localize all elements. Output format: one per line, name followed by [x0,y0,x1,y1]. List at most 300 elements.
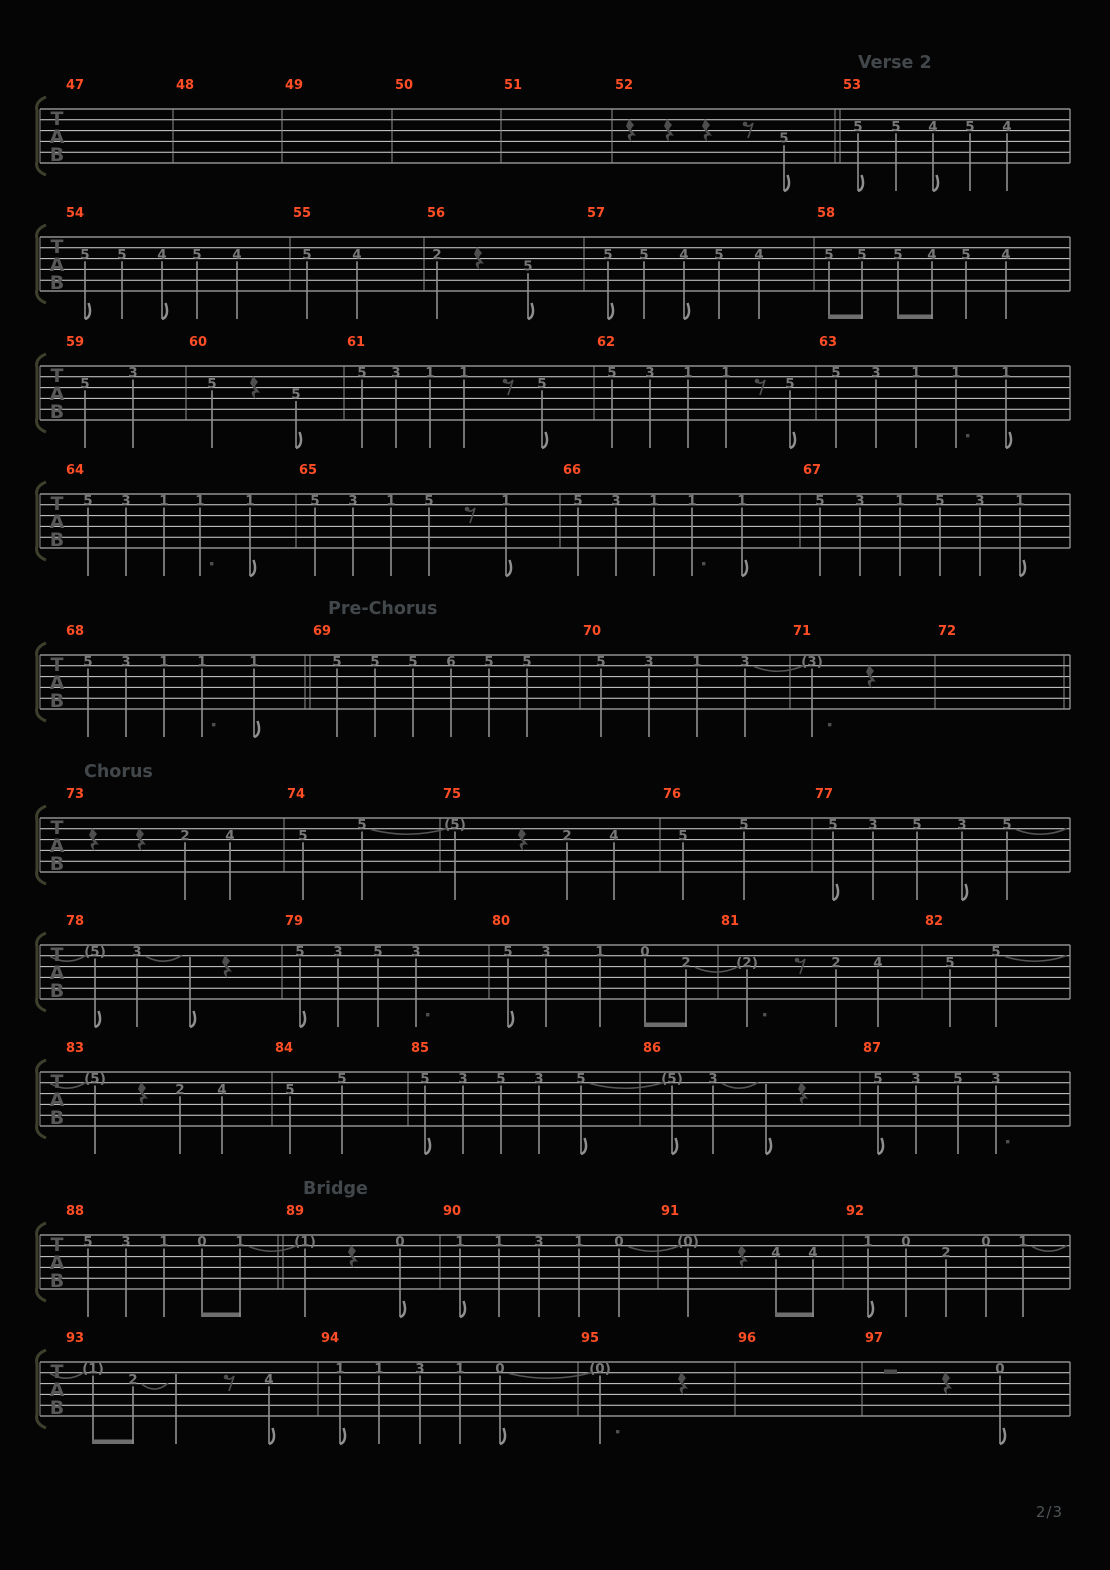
tie [146,955,182,961]
fret-number: 1 [501,492,511,509]
measure-number: 56 [427,206,446,221]
measure-number: 53 [843,78,862,93]
measure-number: 83 [66,1041,85,1056]
clef-letter: B [49,1107,65,1129]
system-4 [37,463,1070,576]
fret-number: 1 [455,1233,465,1250]
fret-number: 4 [1001,246,1011,263]
tie [142,1383,168,1389]
fret-number: 1 [649,492,659,509]
fret-number: (2) [736,954,758,971]
measure-number: 95 [581,1331,600,1346]
fret-number: 5 [857,246,867,263]
system-6 [37,762,1070,900]
fret-number: 1 [595,943,605,960]
fret-number: 5 [991,943,1001,960]
measure-number: 59 [66,335,85,350]
fret-number: 4 [352,246,362,263]
clef-letter: A [49,126,65,148]
measure-92 [843,1204,1028,1317]
augmentation-dot [828,723,831,726]
clef-letter: A [49,1089,65,1111]
section-label: Verse 2 [858,53,932,73]
measure-62 [594,335,795,448]
fret-number: 4 [927,246,937,263]
fret-number: 2 [180,827,190,844]
tie [1032,1245,1067,1251]
fret-number: 5 [83,492,93,509]
fret-number: (3) [801,653,823,670]
clef-letter: B [49,1270,65,1292]
fret-number: 5 [408,653,418,670]
measure-61 [344,335,547,448]
measure-74 [284,787,367,900]
fret-number: 1 [1018,1233,1028,1250]
measure-number: 94 [321,1331,340,1346]
fret-number: 4 [754,246,764,263]
measure-number: 97 [865,1331,884,1346]
measure-number: 80 [492,914,511,929]
fret-number: 5 [873,1070,883,1087]
measure-96 [735,1331,756,1416]
measure-number: 60 [189,335,208,350]
measure-number: 88 [66,1204,85,1219]
clef-letter: B [49,144,65,166]
fret-number: 1 [195,492,205,509]
fret-number: 1 [455,1360,465,1377]
measure-number: 89 [286,1204,305,1219]
fret-number: 5 [537,375,547,392]
fret-number: 5 [678,827,688,844]
clef-letter: B [49,529,65,551]
fret-number: 3 [121,653,131,670]
measure-number: 96 [738,1331,757,1346]
measure-52 [612,78,789,191]
fret-number: 1 [895,492,905,509]
measure-number: 65 [299,463,318,478]
measure-91 [658,1204,818,1317]
fret-number: 5 [1002,816,1012,833]
clef-letter: A [49,672,65,694]
augmentation-dot [210,562,213,565]
fret-number: 2 [681,954,691,971]
fret-number: 5 [853,118,863,135]
fret-number: 3 [911,1070,921,1087]
augmentation-dot [1006,1140,1009,1143]
fret-number: (5) [444,816,466,833]
fret-number: 5 [83,1233,93,1250]
system-1 [37,53,1070,191]
beam [92,1440,134,1445]
measure-88 [40,1204,245,1317]
section-label: Pre-Chorus [328,599,438,619]
fret-number: 3 [708,1070,718,1087]
measure-number: 79 [285,914,304,929]
measure-80 [489,914,691,1027]
clef-letter: T [50,1234,64,1256]
fret-number: 3 [541,943,551,960]
fret-number: 3 [534,1233,544,1250]
measure-number: 47 [66,78,85,93]
fret-number: 2 [831,954,841,971]
measure-97 [862,1331,1005,1444]
fret-number: 5 [785,375,795,392]
fret-number: 5 [424,492,434,509]
fret-number: 2 [941,1244,951,1261]
half-rest [884,1370,897,1375]
fret-number: 0 [614,1233,624,1250]
fret-number: 1 [159,492,169,509]
fret-number: 5 [953,1070,963,1087]
fret-number: 5 [496,1070,506,1087]
measure-number: 76 [663,787,682,802]
measure-69 [305,624,532,737]
clef-letter: T [50,236,64,258]
fret-number: 0 [995,1360,1005,1377]
fret-number: (5) [84,1070,106,1087]
clef-letter: B [49,690,65,712]
fret-number: 3 [132,943,142,960]
measure-number: 74 [287,787,306,802]
clef-letter: B [49,980,65,1002]
measure-number: 82 [925,914,944,929]
fret-number: 5 [596,653,606,670]
fret-number: 5 [893,246,903,263]
measure-49 [282,78,303,163]
measure-68 [40,624,259,737]
fret-number: 5 [373,943,383,960]
measure-64 [40,463,255,576]
fret-number: 5 [573,492,583,509]
fret-number: 5 [891,118,901,135]
tie [628,1245,680,1251]
measure-number: 72 [938,624,957,639]
beam [775,1313,814,1318]
measure-73 [40,787,235,900]
measure-number: 71 [793,624,812,639]
fret-number: 5 [207,375,217,392]
measure-78 [40,914,232,1027]
measure-number: 84 [275,1041,294,1056]
measure-76 [660,787,749,900]
system-2 [37,206,1070,319]
fret-number: 6 [446,653,456,670]
fret-number: 2 [562,827,572,844]
fret-number: 5 [523,258,533,275]
fret-number: 3 [740,653,750,670]
fret-number: 3 [391,364,401,381]
fret-number: 3 [855,492,865,509]
measure-57 [584,206,764,319]
fret-number: 0 [640,943,650,960]
measure-number: 54 [66,206,85,221]
measure-86 [640,1041,808,1154]
fret-number: 1 [197,653,207,670]
measure-65 [296,463,511,576]
fret-number: 1 [235,1233,245,1250]
fret-number: 4 [609,827,619,844]
measure-95 [578,1331,688,1444]
measure-66 [560,463,747,576]
clef-letter: T [50,1071,64,1093]
fret-number: 5 [824,246,834,263]
fret-number: 3 [333,943,343,960]
measure-number: 91 [661,1204,680,1219]
fret-number: 3 [611,492,621,509]
measure-number: 58 [817,206,836,221]
measure-82 [922,914,1001,1027]
measure-number: 55 [293,206,312,221]
fret-number: 5 [739,816,749,833]
augmentation-dot [616,1430,619,1433]
fret-number: 5 [828,816,838,833]
fret-number: 3 [644,653,654,670]
measure-number: 90 [443,1204,462,1219]
system-10 [37,1331,1070,1444]
measure-number: 63 [819,335,838,350]
measure-number: 50 [395,78,414,93]
fret-number: 5 [83,653,93,670]
fret-number: 5 [80,246,90,263]
fret-number: 3 [957,816,967,833]
measure-number: 69 [313,624,332,639]
measure-number: 85 [411,1041,430,1056]
fret-number: 2 [432,246,442,263]
fret-number: 5 [815,492,825,509]
augmentation-dot [702,562,705,565]
measure-60 [186,335,301,448]
fret-number: 3 [411,943,421,960]
fret-number: 1 [863,1233,873,1250]
fret-number: 5 [961,246,971,263]
augmentation-dot [212,723,215,726]
measure-71 [790,624,876,737]
measure-90 [440,1204,624,1317]
fret-number: 3 [975,492,985,509]
measure-89 [278,1204,405,1317]
tie [590,1082,664,1088]
fret-number: 1 [687,492,697,509]
fret-number: 4 [679,246,689,263]
clef-letter: B [49,272,65,294]
measure-56 [424,206,533,319]
section-label: Chorus [84,762,153,782]
measure-number: 87 [863,1041,882,1056]
fret-number: 1 [683,364,693,381]
fret-number: 5 [302,246,312,263]
fret-number: 5 [298,827,308,844]
fret-number: 1 [692,653,702,670]
augmentation-dot [426,1013,429,1016]
fret-number: 3 [415,1360,425,1377]
fret-number: 4 [157,246,167,263]
measure-63 [816,335,1011,448]
clef-letter: A [49,1252,65,1274]
augmentation-dot [763,1013,766,1016]
measure-50 [392,78,413,163]
measure-75 [440,787,619,900]
measure-number: 67 [803,463,822,478]
measure-number: 62 [597,335,616,350]
fret-number: 1 [335,1360,345,1377]
fret-number: 5 [965,118,975,135]
measure-number: 75 [443,787,462,802]
fret-number: 5 [357,364,367,381]
fret-number: 5 [370,653,380,670]
fret-number: 3 [991,1070,1001,1087]
measure-77 [812,787,1012,900]
tie [509,1372,592,1378]
system-5 [37,599,1070,737]
fret-number: 4 [217,1081,227,1098]
fret-number: 4 [264,1371,274,1388]
fret-number: 1 [1001,364,1011,381]
page-indicator: 2/3 [1035,1503,1063,1521]
fret-number: 1 [951,364,961,381]
measure-87 [860,1041,1009,1154]
fret-number: 1 [159,1233,169,1250]
fret-number: 5 [576,1070,586,1087]
fret-number: (1) [82,1360,104,1377]
measure-number: 86 [643,1041,662,1056]
fret-number: 4 [928,118,938,135]
fret-number: 1 [737,492,747,509]
measure-number: 92 [846,1204,865,1219]
fret-number: 1 [249,653,259,670]
fret-number: 1 [374,1360,384,1377]
measure-85 [408,1041,586,1154]
clef-letter: A [49,511,65,533]
fret-number: 5 [295,943,305,960]
tie [249,1245,297,1251]
tie [371,828,447,834]
fret-number: 1 [159,653,169,670]
fret-number: 5 [912,816,922,833]
fret-number: 1 [721,364,731,381]
clef-letter: A [49,1379,65,1401]
measure-83 [40,1041,227,1154]
measure-number: 81 [721,914,740,929]
fret-number: 4 [1002,118,1012,135]
measure-72 [935,624,956,709]
clef-letter: B [49,853,65,875]
measure-48 [173,78,194,163]
fret-number: 1 [574,1233,584,1250]
measure-94 [318,1331,505,1444]
fret-number: (1) [294,1233,316,1250]
fret-number: 5 [80,375,90,392]
fret-number: 5 [522,653,532,670]
clef-letter: T [50,365,64,387]
fret-number: 0 [981,1233,991,1250]
measure-number: 78 [66,914,85,929]
measure-number: 93 [66,1331,85,1346]
fret-number: 5 [603,246,613,263]
measure-number: 64 [66,463,85,478]
fret-number: 1 [245,492,255,509]
fret-number: 3 [871,364,881,381]
measure-number: 48 [176,78,195,93]
fret-number: 5 [831,364,841,381]
measure-93 [40,1331,274,1444]
measure-number: 70 [583,624,602,639]
system-7 [37,914,1070,1027]
measure-81 [718,914,883,1027]
fret-number: 5 [484,653,494,670]
augmentation-dot [966,434,969,437]
fret-number: 5 [420,1070,430,1087]
measure-number: 51 [504,78,523,93]
measure-number: 68 [66,624,85,639]
clef-letter: T [50,817,64,839]
fret-number: 2 [128,1371,138,1388]
fret-number: 4 [232,246,242,263]
fret-number: 5 [639,246,649,263]
fret-number: 0 [901,1233,911,1250]
fret-number: 5 [357,816,367,833]
fret-number: 0 [495,1360,505,1377]
fret-number: 5 [779,130,789,147]
fret-number: 3 [534,1070,544,1087]
fret-number: 3 [348,492,358,509]
fret-number: 1 [386,492,396,509]
tie [754,665,804,671]
measure-number: 66 [563,463,582,478]
fret-number: 5 [291,386,301,403]
measure-number: 73 [66,787,85,802]
measure-79 [282,914,429,1027]
clef-letter: B [49,401,65,423]
system-8 [37,1041,1070,1154]
measure-number: 57 [587,206,606,221]
fret-number: 3 [868,816,878,833]
fret-number: 1 [1015,492,1025,509]
measure-70 [580,624,750,737]
measure-51 [501,78,522,163]
fret-number: (0) [589,1360,611,1377]
fret-number: 5 [310,492,320,509]
fret-number: 5 [337,1070,347,1087]
measure-number: 52 [615,78,634,93]
tie [695,966,739,972]
beam [897,315,933,320]
fret-number: 3 [645,364,655,381]
fret-number: (0) [677,1233,699,1250]
fret-number: 5 [935,492,945,509]
fret-number: 5 [192,246,202,263]
tie [1016,828,1067,834]
system-3 [37,335,1070,448]
fret-number: 5 [332,653,342,670]
measure-number: 49 [285,78,304,93]
fret-number: 5 [607,364,617,381]
measure-number: 77 [815,787,834,802]
section-label: Bridge [303,1179,368,1199]
measure-58 [814,206,1011,319]
clef-letter: T [50,108,64,130]
fret-number: 1 [459,364,469,381]
beam [201,1313,241,1318]
fret-number: 1 [494,1233,504,1250]
fret-number: 3 [458,1070,468,1087]
fret-number: 0 [395,1233,405,1250]
clef-letter: A [49,254,65,276]
fret-number: 5 [945,954,955,971]
clef-letter: T [50,654,64,676]
fret-number: 0 [197,1233,207,1250]
clef-letter: A [49,835,65,857]
clef-letter: T [50,1361,64,1383]
